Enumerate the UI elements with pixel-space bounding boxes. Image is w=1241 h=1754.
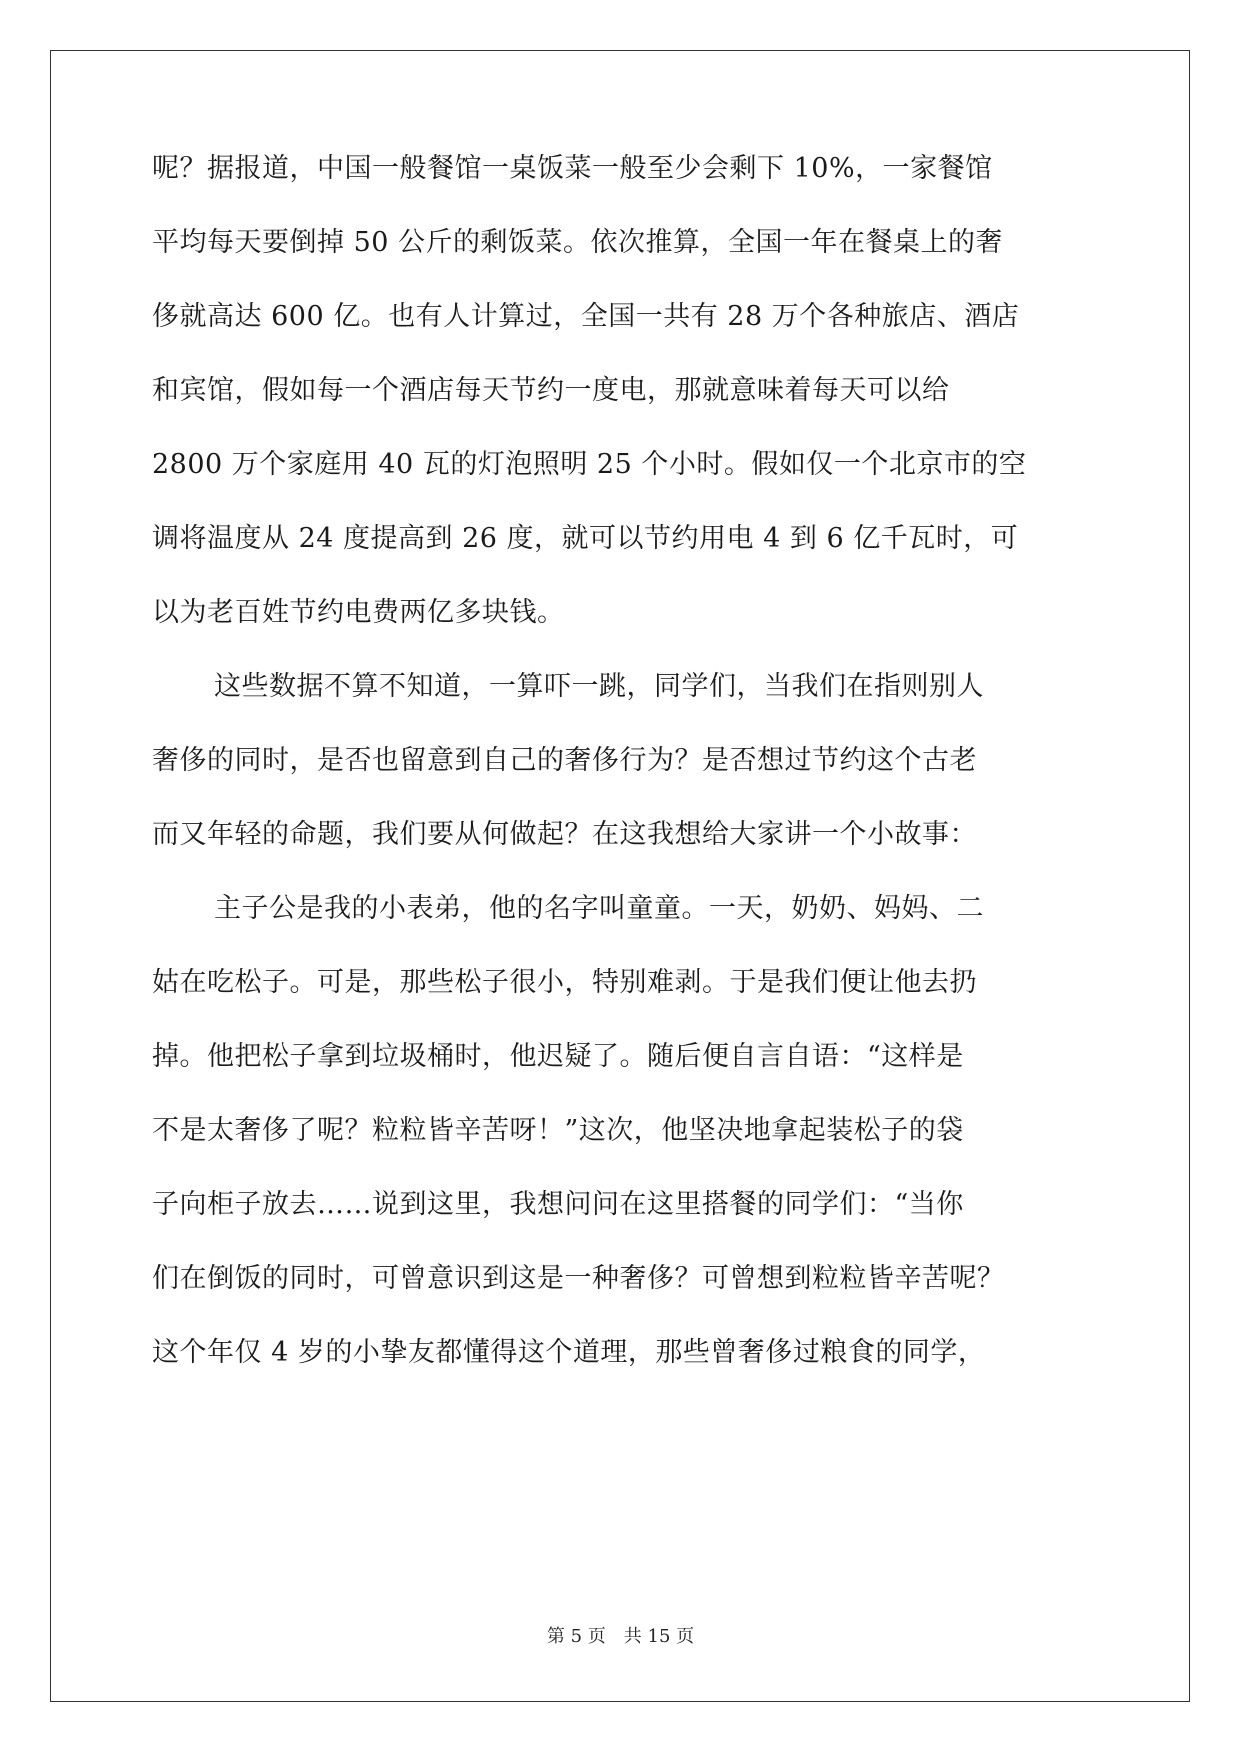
- text-line: 以为老百姓节约电费两亿多块钱。: [152, 597, 565, 628]
- page-border: [50, 50, 1190, 1702]
- page-footer: [0, 1626, 1241, 1648]
- text-line: 子向柜子放去……说到这里，我想问问在这里搭餐的同学们：“当你: [152, 1189, 964, 1220]
- text-line: 2800 万个家庭用 40 瓦的灯泡照明 25 个小时。假如仅一个北京市的空: [152, 449, 1027, 480]
- text-line: 姑在吃松子。可是，那些松子很小，特别难剥。于是我们便让他去扔: [152, 967, 977, 998]
- text-line: 和宾馆，假如每一个酒店每天节约一度电，那就意味着每天可以给: [152, 375, 950, 406]
- paragraph-first-line: 主子公是我的小表弟，他的名字叫童童。一天，奶奶、妈妈、二: [214, 893, 984, 924]
- text-line: 掉。他把松子拿到垃圾桶时，他迟疑了。随后便自言自语：“这样是: [152, 1041, 964, 1072]
- text-line: 调将温度从 24 度提高到 26 度，就可以节约用电 4 到 6 亿千瓦时，可: [152, 523, 1019, 554]
- text-line: 平均每天要倒掉 50 公斤的剩饭菜。依次推算，全国一年在餐桌上的奢: [152, 227, 1004, 258]
- text-line: 们在倒饭的同时，可曾意识到这是一种奢侈？可曾想到粒粒皆辛苦呢？: [152, 1263, 1005, 1294]
- total-page-count: 共 15 页: [623, 1626, 695, 1647]
- text-line: 奢侈的同时，是否也留意到自己的奢侈行为？是否想过节约这个古老: [152, 745, 977, 776]
- text-line: 而又年轻的命题，我们要从何做起？在这我想给大家讲一个小故事：: [152, 819, 977, 850]
- current-page-number: 第 5 页: [546, 1626, 606, 1647]
- text-line: 侈就高达 600 亿。也有人计算过，全国一共有 28 万个各种旅店、酒店: [152, 301, 1020, 332]
- text-line: 这个年仅 4 岁的小挚友都懂得这个道理，那些曾奢侈过粮食的同学，: [152, 1337, 986, 1368]
- text-line: 呢？据报道，中国一般餐馆一桌饭菜一般至少会剩下 10%，一家餐馆: [152, 153, 993, 184]
- text-line: 不是太奢侈了呢？粒粒皆辛苦呀！”这次，他坚决地拿起装松子的袋: [152, 1115, 964, 1146]
- paragraph-first-line: 这些数据不算不知道，一算吓一跳，同学们，当我们在指则别人: [214, 671, 984, 702]
